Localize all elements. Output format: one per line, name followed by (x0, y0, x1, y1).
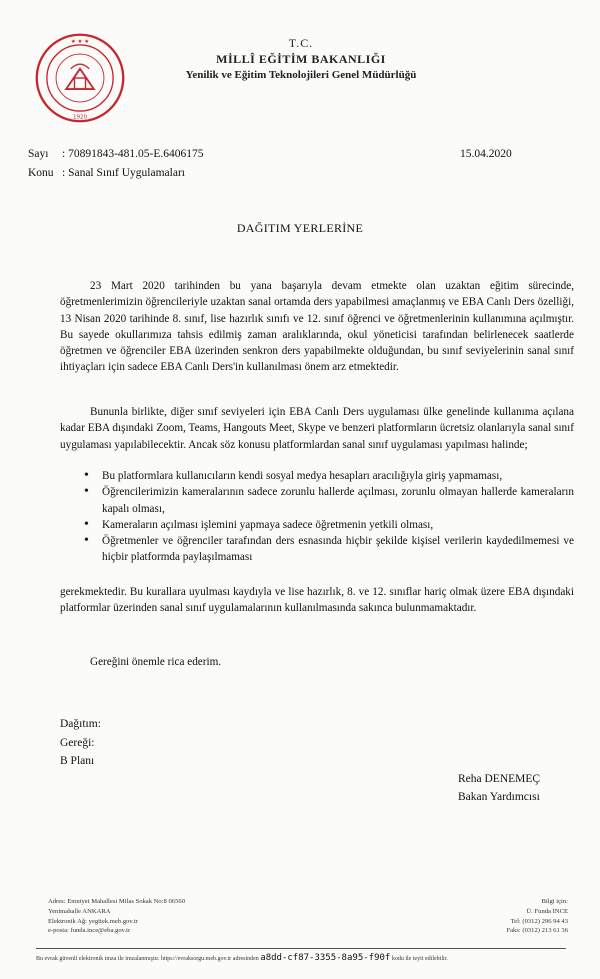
footer-fax: Faks: (0312) 213 61 36 (506, 927, 568, 935)
signatory-title: Bakan Yardımcısı (458, 791, 540, 803)
footer-info-label: Bilgi için: (541, 898, 568, 905)
verification-suffix: kodu ile teyit edilebilir. (391, 956, 448, 962)
svg-text:★ ★ ★: ★ ★ ★ (70, 39, 90, 46)
plan-label: B Planı (60, 755, 95, 767)
konu-row (28, 167, 185, 179)
verification-text: Bu evrak güvenli elektronik imza ile imzalanmıştır. https://evraksorgu.meb.gov.tr adresinden (36, 956, 259, 962)
sayi-value: : 70891843-481.05-E.6406175 (62, 148, 204, 160)
paragraph-3: gerekmektedir. Bu kurallara uyulması kaydıyla ve lise hazırlık, 8. ve 12. sınıflar hariç olmak üzere EBA dışındaki platformlar üzerinden sanal sınıf uygulamalarının kullanılmasında sakınca bulunmamaktadır. (60, 586, 574, 615)
footer-divider (36, 948, 566, 949)
header-tc: T.C. (288, 36, 314, 50)
footer-email: e-posta: funda.ince@eba.gov.tr (48, 927, 131, 935)
konu-value: : Sanal Sınıf Uygulamaları (62, 167, 185, 179)
footer-web: Elektronik Ağ: yegitek.meb.gov.tr (48, 917, 138, 925)
rule-item: • Kameraların açılması işlemini yapmaya sadece öğretmenin yetkili olması, (84, 517, 574, 533)
paragraph-4: Gereğini önemle rica ederim. (90, 656, 222, 668)
distribution-label: Dağıtım: (60, 718, 101, 730)
header-ministry: MİLLÎ EĞİTİM BAKANLIĞI (216, 52, 386, 66)
paragraph-1: 23 Mart 2020 tarihinden bu yana başarıyla devam etmekte olan uzaktan eğitim sürecinde, öğretmenlerimizin öğrencileriyle uzaktan sanal ortamda ders yapabilmesi amaçlanmış ve EBA Canlı Ders özelliği, 13 Nisan 2020 tarihinde 8. sınıf, lise hazırlık sınıfı ve 12. sınıf öğrenci ve öğretmenlerinin kullanımına açılmıştır. Bu sayede okullarımıza tahsis edilmiş zaman aralıklarında, okul yöneticisi tarafından belirlenecek saatlerde öğretmen ve öğrenciler EBA üzerinden senkron ders yapabilmekte olduğundan, bu sınıf seviyelerinin sanal sınıf ihtiyaçları için sadece EBA Canlı Ders'in kullanılması önem arz etmektedir. (60, 280, 574, 374)
ministry-seal-logo (34, 32, 126, 124)
addressee-title: DAĞITIM YERLERİNE (236, 221, 364, 235)
footer-city: Yenimahalle ANKARA (48, 907, 111, 915)
verification-line (36, 953, 576, 963)
footer-address: Adres: Emniyet Mahallesi Milas Sokak No:8 06560 (48, 898, 185, 905)
rules-list (84, 468, 574, 566)
rule-item: • Öğretmenler ve öğrenciler tarafından ders esnasında hiçbir şekilde kişisel verilerin kaydedilmemesi ve hiçbir platformda paylaşılmaması (84, 533, 574, 566)
footer-contact-name: Ü. Funda İNCE (526, 907, 568, 915)
rule-item: • Bu platformlara kullanıcıların kendi sosyal medya hesapları aracılığıyla giriş yapmaması, (84, 468, 574, 484)
paragraph-2: Bununla birlikte, diğer sınıf seviyeleri için EBA Canlı Ders uygulaması ülke genelinde kullanıma açılana kadar EBA dışındaki Zoom, Teams, Hangouts Meet, Skype ve benzeri platformların ücretsiz olanlarıyla sanal sınıf uygulaması yapılabilecektir. Ancak söz konusu platformlardan sanal sınıf uygulaması yapılması halinde; (60, 406, 574, 451)
sayi-row (28, 148, 204, 160)
sayi-label: Sayı (28, 148, 49, 160)
distribution-block (60, 715, 101, 771)
footer-address-block (48, 897, 185, 936)
footer-contact-block (462, 897, 568, 936)
rule-item: • Öğrencilerimizin kameralarının sadece zorunlu hallerde açılması, zorunlu olmayan hallerde kameraların kapalı olması, (84, 484, 574, 517)
header-directorate: Yenilik ve Eğitim Teknolojileri Genel Müdürlüğü (185, 69, 417, 81)
document-date: 15.04.2020 (460, 148, 512, 160)
signatory-name: Reha DENEMEÇ (458, 773, 541, 785)
verification-code: a8dd-cf87-3355-8a95-f90f (260, 953, 391, 963)
svg-text:1920: 1920 (72, 114, 88, 121)
action-label: Gereği: (60, 736, 95, 749)
footer-phone: Tel: (0312) 296 94 43 (510, 917, 568, 925)
konu-label: Konu (28, 167, 54, 179)
